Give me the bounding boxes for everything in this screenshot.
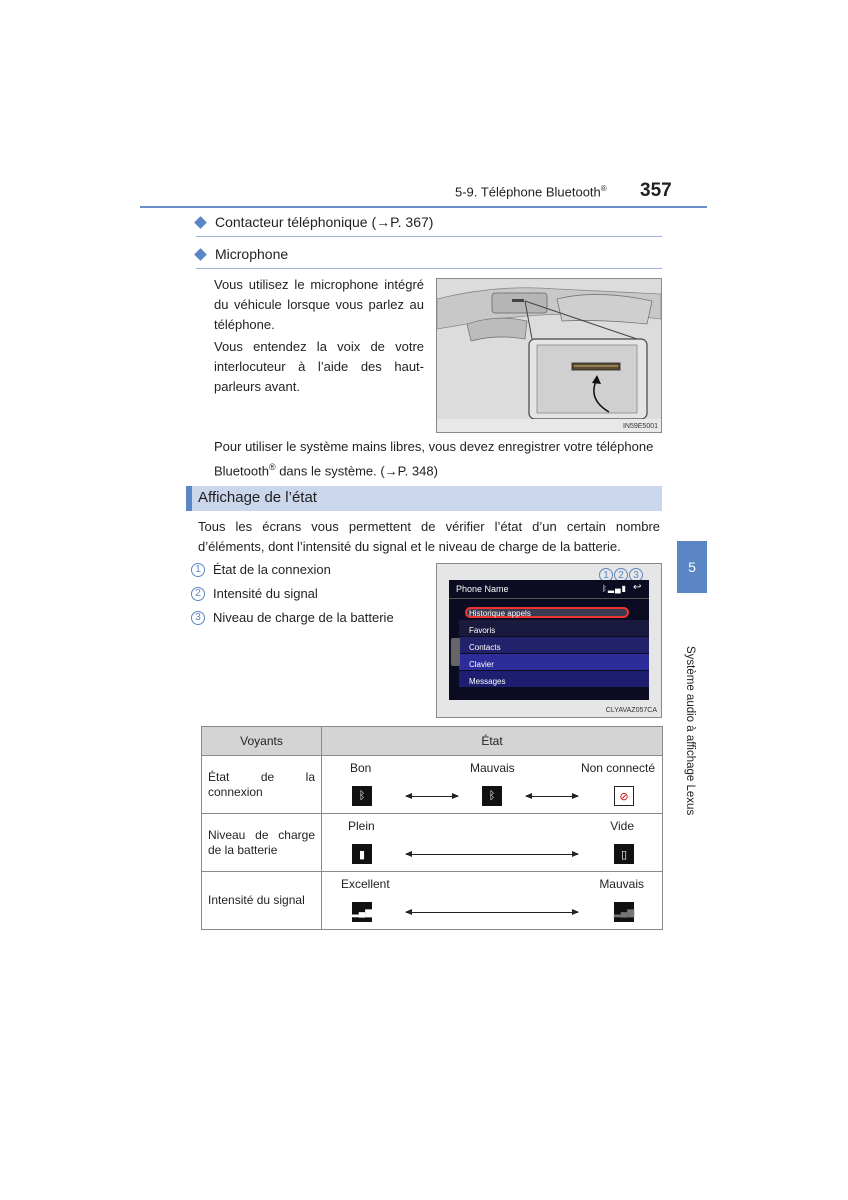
double-arrow (406, 796, 458, 797)
figure-code: IN59E5001 (622, 423, 658, 430)
chapter-title: Système audio à affichage Lexus (684, 646, 696, 816)
section-intro: Tous les écrans vous permettent de vérifier l’état d’un certain nombre d’éléments, dont l’intensité du signal et le niveau de charge de la batterie. (198, 519, 660, 554)
table-header-row (202, 727, 663, 756)
menu-item[interactable]: Clavier (469, 660, 494, 669)
microphone-figure (436, 278, 662, 433)
chapter-tab: 5 (677, 541, 707, 593)
menu-item[interactable]: Historique appels (469, 609, 531, 618)
signal-icon: ▂▄ (607, 584, 622, 593)
list-item: 3 Niveau de charge de la batterie (191, 610, 394, 625)
section-title: Affichage de l’état (198, 489, 317, 506)
row-label: Niveau de charge de la batterie (202, 814, 322, 872)
table-row (202, 756, 663, 814)
diamond-bullet-icon (194, 216, 207, 229)
state-label: Plein (348, 819, 375, 833)
subhead-rule (196, 268, 662, 269)
microphone-paragraph-2: Vous entendez la voix de votre interlocuteur à l’aide des haut-parleurs avant. (214, 339, 424, 394)
table-header-cell: État (322, 727, 663, 756)
running-header: 5-9. Téléphone Bluetooth® (455, 184, 607, 200)
list-item: 1 État de la connexion (191, 562, 331, 577)
state-label: Bon (350, 761, 372, 775)
table-row (202, 814, 663, 872)
bluetooth-icon: ᛒ (602, 584, 608, 593)
status-table (201, 726, 663, 930)
state-label: Excellent (341, 877, 390, 891)
state-label: Mauvais (599, 877, 644, 891)
signal-weak-icon: ▂▄▆ (614, 902, 634, 922)
signal-excellent-icon: ▂▄▆ (352, 902, 372, 922)
status-icons (602, 584, 627, 593)
row-label: Intensité du signal (202, 872, 322, 930)
scroll-handle[interactable] (451, 638, 460, 666)
battery-icon: ▮ (621, 584, 628, 593)
microphone-paragraph-1: Vous utilisez le microphone intégré du véhicule lorsque vous parlez au téléphone. (214, 277, 424, 332)
page-number: 357 (640, 180, 672, 201)
callout-circle: 1 (599, 568, 613, 582)
table-row (202, 872, 663, 930)
hands-free-paragraph: Pour utiliser le système mains libres, vous devez enregistrer votre téléphone Bluetooth® dans le système. (→P. 348) (214, 439, 654, 479)
state-label: Mauvais (470, 761, 515, 775)
not-connected-icon: ⊘ (614, 786, 634, 806)
screen-title: Phone Name (456, 584, 509, 594)
phone-screen (449, 580, 649, 700)
double-arrow (406, 912, 578, 913)
screen-divider (449, 598, 649, 599)
figure-code: CLYAVAZ057CA (605, 707, 657, 714)
callout-circle: 2 (614, 568, 628, 582)
double-arrow (406, 854, 578, 855)
header-rule (140, 206, 707, 208)
menu-item[interactable]: Messages (469, 677, 506, 686)
subhead-microphone: Microphone (196, 246, 288, 262)
table-header-cell: Voyants (202, 727, 322, 756)
diamond-bullet-icon (194, 248, 207, 261)
back-icon[interactable]: ↩ (633, 582, 642, 593)
state-label: Non connecté (580, 761, 655, 775)
menu-item[interactable]: Favoris (469, 626, 496, 635)
number-circle: 1 (191, 563, 205, 577)
callout-circle: 3 (629, 568, 643, 582)
subhead-contact: Contacteur téléphonique (→P. 367) (196, 214, 433, 230)
double-arrow (526, 796, 578, 797)
state-label: Vide (610, 819, 634, 833)
list-item: 2 Intensité du signal (191, 586, 318, 601)
row-label: État de la connexion (202, 756, 322, 814)
battery-empty-icon: ▯ (614, 844, 634, 864)
microphone-illustration (437, 279, 661, 432)
battery-full-icon: ▮ (352, 844, 372, 864)
number-circle: 3 (191, 611, 205, 625)
bluetooth-weak-icon: ᛒ (482, 786, 502, 806)
menu-item[interactable]: Contacts (469, 643, 501, 652)
number-circle: 2 (191, 587, 205, 601)
subhead-rule (196, 236, 662, 237)
bluetooth-connected-icon: ᛒ (352, 786, 372, 806)
